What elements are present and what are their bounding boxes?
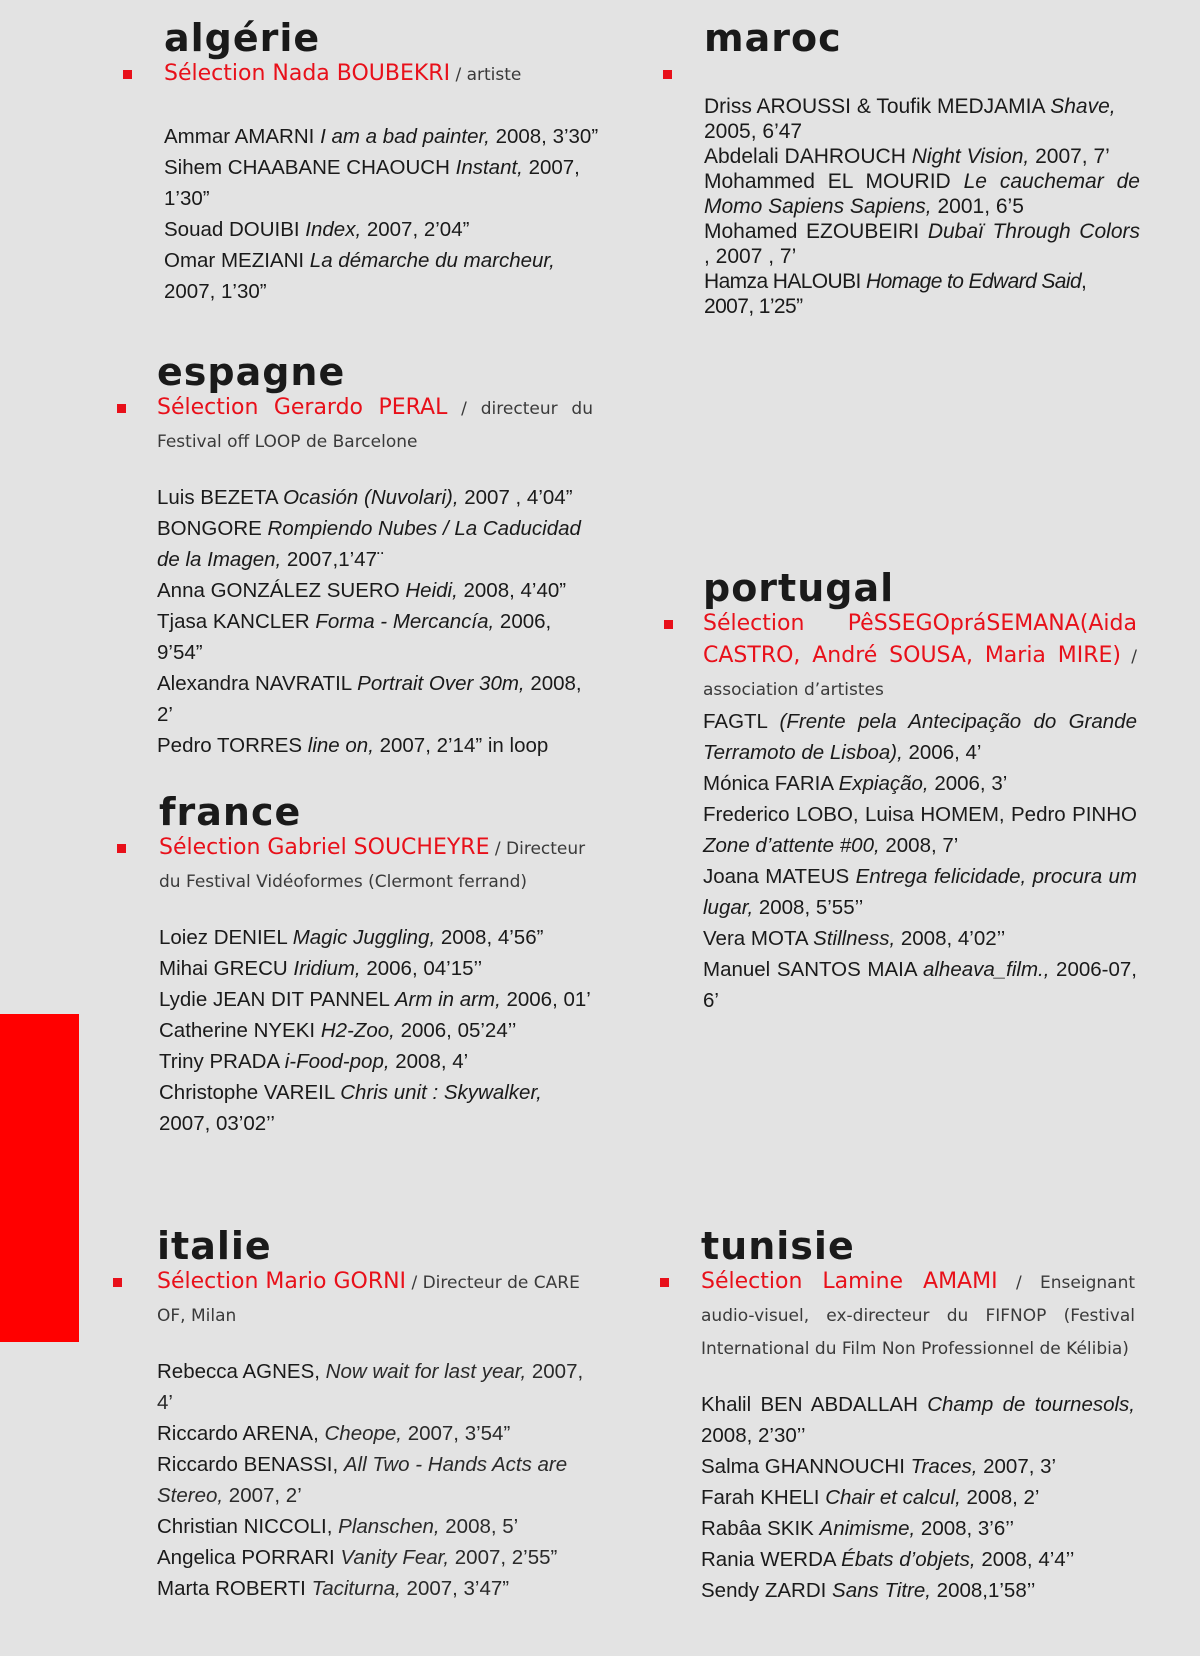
work-title: Arm in arm, [394, 988, 501, 1011]
work-details: 2007, 1’30” [164, 156, 580, 210]
artist-name: Driss AROUSSI & Toufik MEDJAMIA [704, 95, 1045, 118]
work-entry [157, 513, 593, 575]
work-entry [159, 922, 593, 953]
work-entry [703, 923, 1137, 954]
country-heading: espagne [157, 350, 346, 394]
artist-name: Pedro TORRES [157, 734, 303, 757]
work-details: 2008, 3’6’’ [915, 1517, 1015, 1540]
work-entry [157, 730, 593, 761]
work-title: Sans Titre, [832, 1579, 931, 1602]
work-details: 2007,1’47¨ [281, 548, 384, 571]
work-title: Cheope, [324, 1422, 402, 1445]
work-entry [157, 1449, 593, 1511]
curator-role: / association d’artistes [703, 647, 1138, 700]
work-title: Vanity Fear, [340, 1546, 450, 1569]
bullet-icon [660, 1278, 669, 1287]
work-entry [159, 984, 593, 1015]
work-entry [703, 954, 1137, 1016]
work-details: 2007, 2’14” in loop [373, 734, 549, 757]
artist-name: Loiez DENIEL [159, 926, 287, 949]
work-title: Expiação, [838, 772, 929, 795]
country-heading: tunisie [701, 1224, 855, 1268]
artist-name: Ammar AMARNI [164, 125, 315, 148]
artist-name: Riccardo ARENA, [157, 1422, 319, 1445]
work-entry [159, 1015, 593, 1046]
work-entry [157, 606, 593, 668]
work-title: Animisme, [819, 1517, 916, 1540]
work-entry [701, 1451, 1135, 1482]
work-entry [703, 799, 1137, 861]
work-title: Stillness, [813, 927, 896, 950]
bullet-icon [113, 1278, 122, 1287]
works-list [157, 1356, 593, 1604]
work-entry [159, 1077, 593, 1139]
work-details: 2006, 3’ [928, 772, 1008, 795]
selection-line [701, 1266, 1135, 1365]
curator-role: / Directeur du Festival Vidéoformes (Clermont ferrand) [159, 839, 586, 892]
work-details: 2008, 4’ [389, 1050, 469, 1073]
artist-name: Hamza HALOUBI [704, 270, 861, 293]
work-title: Champ de tournesols, [927, 1393, 1135, 1416]
work-title: (Frente pela Antecipação do Grande Terramoto de Lisboa), [703, 710, 1137, 764]
artist-name: Alexandra NAVRATIL [157, 672, 352, 695]
work-title: Index, [305, 218, 362, 241]
work-title: Now wait for last year, [325, 1360, 527, 1383]
work-entry [157, 575, 593, 606]
work-title: Planschen, [338, 1515, 440, 1538]
work-entry [701, 1575, 1135, 1606]
work-entry [704, 169, 1140, 219]
selection-curator: Sélection Lamine AMAMI [701, 1269, 998, 1294]
artist-name: Omar MEZIANI [164, 249, 305, 272]
curator-role: / directeur du Festival off LOOP de Barcelone [157, 399, 593, 452]
work-title: Instant, [455, 156, 523, 179]
section-tunisie [701, 1226, 1135, 1606]
artist-name: Joana MATEUS [703, 865, 850, 888]
selection-line [164, 58, 600, 91]
work-entry [157, 1418, 593, 1449]
country-heading: algérie [164, 16, 321, 60]
work-details: 2008,1’58’’ [930, 1579, 1036, 1602]
work-details: 2006, 04’15’’ [360, 957, 483, 980]
work-details: 2008, 2’ [960, 1486, 1040, 1509]
work-details: 2008, 4’40” [457, 579, 567, 602]
country-heading: portugal [703, 566, 895, 610]
work-details: 2006, 01’ [500, 988, 591, 1011]
artist-name: Tjasa KANCLER [157, 610, 310, 633]
work-entry [704, 94, 1140, 144]
work-entry [701, 1482, 1135, 1513]
work-details: 2008, 5’ [439, 1515, 519, 1538]
work-entry [157, 1356, 593, 1418]
artist-name: Luis BEZETA [157, 486, 278, 509]
work-details: 2008, 3’30” [489, 125, 599, 148]
work-details: 2007, 4’ [157, 1360, 584, 1414]
curator-role: / Enseignant audio-visuel, ex-directeur du FIFNOP (Festival International du Film Non Professionnel de Kélibia) [701, 1273, 1136, 1359]
artist-name: Mihai GRECU [159, 957, 288, 980]
work-details: 2008, 5’55’’ [753, 896, 864, 919]
curator-role: / Directeur de CARE OF, Milan [157, 1273, 580, 1326]
work-entry [164, 152, 600, 214]
artist-name: Sihem CHAABANE CHAOUCH [164, 156, 450, 179]
work-entry [703, 768, 1137, 799]
selection-curator: Sélection Gabriel SOUCHEYRE [159, 835, 490, 860]
section-portugal [703, 568, 1137, 1016]
artist-name: Rania WERDA [701, 1548, 836, 1571]
work-details: 2007, 3’47” [400, 1577, 510, 1600]
work-details: 2008, 2’30’’ [701, 1424, 806, 1447]
work-entry [159, 953, 593, 984]
artist-name: Frederico LOBO, Luisa HOMEM, Pedro PINHO [703, 803, 1137, 826]
artist-name: Rebecca AGNES, [157, 1360, 320, 1383]
artist-name: Mohammed EL MOURID [704, 170, 951, 193]
country-heading: maroc [704, 16, 842, 60]
work-title: H2-Zoo, [320, 1019, 395, 1042]
work-entry [704, 219, 1140, 269]
work-details: 2007, 2’04” [361, 218, 470, 241]
work-details: 2008, 7’ [879, 834, 959, 857]
work-title: Chris unit : Skywalker, [340, 1081, 542, 1104]
work-entry [703, 706, 1137, 768]
artist-name: Sendy ZARDI [701, 1579, 827, 1602]
works-list [703, 706, 1137, 1016]
artist-name: Farah KHELI [701, 1486, 820, 1509]
works-list [164, 121, 600, 307]
selection-line [703, 608, 1137, 706]
work-title: Le cauchemar de Momo Sapiens Sapiens, [704, 170, 1140, 218]
work-title: Portrait Over 30m, [357, 672, 525, 695]
curator-role: / artiste [450, 65, 522, 85]
section-france [159, 792, 593, 1139]
artist-name: Riccardo BENASSI, [157, 1453, 339, 1476]
work-details: , 2007, 1’25” [704, 270, 1087, 318]
artist-name: Salma GHANNOUCHI [701, 1455, 905, 1478]
work-title: Chair et calcul, [825, 1486, 961, 1509]
artist-name: Lydie JEAN DIT PANNEL [159, 988, 390, 1011]
artist-name: Christian NICCOLI, [157, 1515, 333, 1538]
work-details: 2007, 1’30” [164, 280, 267, 303]
country-heading: france [159, 790, 302, 834]
artist-name: Christophe VAREIL [159, 1081, 335, 1104]
country-heading: italie [157, 1224, 272, 1268]
work-details: 2001, 6’5 [931, 195, 1024, 218]
work-entry [701, 1389, 1135, 1451]
decorative-red-bar [0, 1014, 79, 1342]
work-title: Zone d’attente #00, [703, 834, 880, 857]
work-details: 2007, 2’ [223, 1484, 302, 1507]
work-title: Magic Juggling, [292, 926, 436, 949]
work-title: Homage to Edward Said [866, 270, 1082, 293]
work-entry [164, 245, 600, 307]
work-details: 2007, 7’ [1029, 145, 1110, 168]
work-title: La démarche du marcheur, [309, 249, 555, 272]
work-entry [701, 1544, 1135, 1575]
selection-curator: Sélection PêSSEGOpráSEMANA(Aida CASTRO, André SOUSA, Maria MIRE) [703, 611, 1137, 668]
selection-curator: Sélection Mario GORNI [157, 1269, 407, 1294]
work-details: 2007 , 4’04” [458, 486, 573, 509]
artist-name: Mohamed EZOUBEIRI [704, 220, 920, 243]
selection-curator: Sélection Gerardo PERAL [157, 395, 448, 420]
work-title: Taciturna, [311, 1577, 401, 1600]
work-title: Forma - Mercancía, [315, 610, 495, 633]
bullet-icon [663, 70, 672, 79]
section-maroc [704, 18, 1140, 319]
work-entry [701, 1513, 1135, 1544]
artist-name: Vera MOTA [703, 927, 808, 950]
artist-name: Anna GONZÁLEZ SUERO [157, 579, 400, 602]
works-list [159, 922, 593, 1139]
work-entry [703, 861, 1137, 923]
selection-curator: Sélection Nada BOUBEKRI [164, 61, 451, 86]
selection-line [704, 58, 1140, 90]
work-entry [164, 121, 600, 152]
artist-name: FAGTL [703, 710, 768, 733]
artist-name: Triny PRADA [159, 1050, 279, 1073]
bullet-icon [117, 404, 126, 413]
work-entry [159, 1046, 593, 1077]
bullet-icon [117, 844, 126, 853]
work-details: 2007, 03’02’’ [159, 1112, 275, 1135]
section-algerie [164, 18, 600, 307]
artist-name: Angelica PORRARI [157, 1546, 335, 1569]
selection-line [159, 832, 593, 898]
work-title: Rompiendo Nubes / La Caducidad de la Imagen, [157, 517, 581, 571]
artist-name: BONGORE [157, 517, 262, 540]
section-espagne [157, 352, 593, 761]
work-title: Ocasión (Nuvolari), [283, 486, 459, 509]
work-entry [164, 214, 600, 245]
work-details: 2006-07, 6’ [703, 958, 1137, 1012]
artist-name: Abdelali DAHROUCH [704, 145, 906, 168]
work-entry [704, 269, 1140, 319]
work-details: 2007, 3’ [977, 1455, 1057, 1478]
work-entry [157, 668, 593, 730]
works-list [701, 1389, 1135, 1606]
work-title: alheava_film., [922, 958, 1050, 981]
work-entry [157, 1542, 593, 1573]
work-title: Entrega felicidade, procura um lugar, [703, 865, 1138, 919]
bullet-icon [664, 620, 673, 629]
work-entry [157, 1573, 593, 1604]
selection-line [157, 1266, 593, 1332]
work-title: i-Food-pop, [284, 1050, 390, 1073]
work-details: 2008, 4’4’’ [975, 1548, 1075, 1571]
work-details: 2006, 4’ [902, 741, 982, 764]
work-details: 2006, 9’54” [157, 610, 552, 664]
work-details: 2005, 6’47 [704, 120, 803, 143]
work-title: Night Vision, [911, 145, 1030, 168]
work-title: line on, [307, 734, 374, 757]
artist-name: Khalil BEN ABDALLAH [701, 1393, 918, 1416]
artist-name: Rabâa SKIK [701, 1517, 814, 1540]
work-details: 2008, 4’02’’ [895, 927, 1006, 950]
work-details: 2008, 2’ [157, 672, 582, 726]
bullet-icon [123, 70, 132, 79]
artist-name: Souad DOUIBI [164, 218, 300, 241]
work-title: I am a bad painter, [320, 125, 490, 148]
work-title: Shave, [1050, 95, 1116, 118]
artist-name: Mónica FARIA [703, 772, 833, 795]
artist-name: Manuel SANTOS MAIA [703, 958, 917, 981]
work-details: , 2007 , 7’ [704, 245, 797, 268]
work-title: Iridium, [293, 957, 361, 980]
work-title: Heidi, [405, 579, 458, 602]
artist-name: Marta ROBERTI [157, 1577, 306, 1600]
works-list [704, 94, 1140, 319]
work-details: 2006, 05’24’’ [394, 1019, 517, 1042]
work-title: Traces, [910, 1455, 978, 1478]
work-details: 2008, 4’56” [435, 926, 544, 949]
work-details: 2007, 3’54” [402, 1422, 511, 1445]
work-title: Ébats d’objets, [841, 1548, 976, 1571]
work-title: All Two - Hands Acts are Stereo, [157, 1453, 568, 1507]
work-details: 2007, 2’55” [449, 1546, 558, 1569]
work-entry [704, 144, 1140, 169]
selection-line [157, 392, 593, 458]
section-italie [157, 1226, 593, 1604]
artist-name: Catherine NYEKI [159, 1019, 316, 1042]
works-list [157, 482, 593, 761]
work-title: Dubaï Through Colors [927, 220, 1140, 243]
work-entry [157, 1511, 593, 1542]
work-entry [157, 482, 593, 513]
